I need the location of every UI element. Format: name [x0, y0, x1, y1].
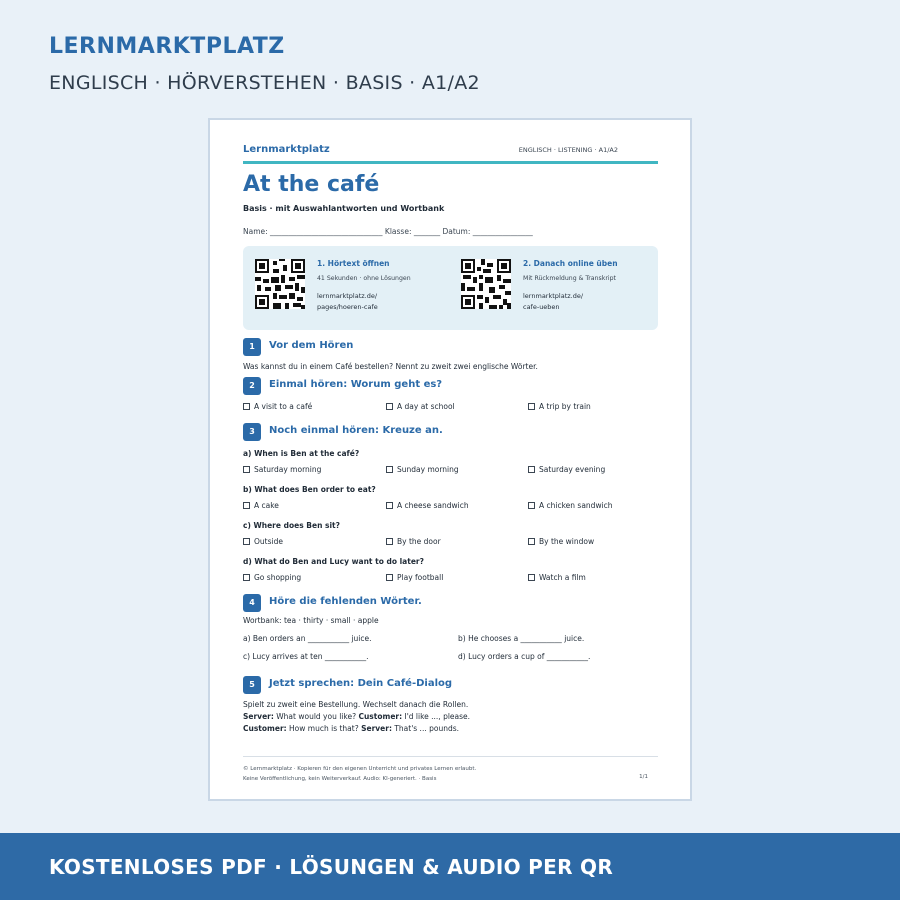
qr1-subtitle: 41 Sekunden · ohne Lösungen	[317, 275, 411, 282]
checkbox-icon	[528, 574, 535, 581]
option-label: Sunday morning	[397, 465, 459, 474]
option-label: Go shopping	[254, 573, 302, 582]
checkbox-option[interactable]	[386, 501, 469, 510]
sheet-tag: ENGLISCH · LISTENING · A1/A2	[518, 146, 618, 154]
role-label: Customer:	[358, 712, 403, 721]
role-label: Server:	[361, 724, 392, 733]
option-label: A cake	[254, 501, 279, 510]
option-label: Saturday morning	[254, 465, 322, 474]
checkbox-icon	[528, 466, 535, 473]
qr1-title: 1. Hörtext öffnen	[317, 259, 390, 268]
checkbox-option[interactable]	[243, 573, 301, 582]
option-label: Saturday evening	[539, 465, 606, 474]
qr-code-icon	[461, 259, 511, 309]
checkbox-icon	[386, 538, 393, 545]
section-title: Noch einmal hören: Kreuze an.	[269, 425, 443, 436]
option-label: By the door	[397, 537, 441, 546]
gap-sentence: d) Lucy orders a cup of ___________.	[458, 652, 591, 661]
qr1-url[interactable]	[317, 291, 378, 313]
checkbox-icon	[386, 466, 393, 473]
question-a: a) When is Ben at the café?	[243, 449, 360, 458]
checkbox-option[interactable]	[386, 402, 455, 411]
dialog-intro: Spielt zu zweit eine Bestellung. Wechselt danach die Rollen.	[243, 700, 469, 709]
checkbox-icon	[528, 403, 535, 410]
option-label: A chicken sandwich	[539, 501, 613, 510]
question-c: c) Where does Ben sit?	[243, 521, 340, 530]
section-title: Höre die fehlenden Wörter.	[269, 596, 422, 607]
section-number: 2	[243, 377, 261, 395]
section-number: 1	[243, 338, 261, 356]
checkbox-option[interactable]	[386, 573, 443, 582]
sheet-header	[243, 144, 658, 164]
sheet-title: At the café	[243, 172, 380, 197]
footer-divider	[243, 756, 658, 757]
sheet-subtitle: Basis · mit Auswahlantworten und Wortbank	[243, 204, 445, 213]
option-label: Outside	[254, 537, 283, 546]
option-label: A trip by train	[539, 402, 591, 411]
qr-code-icon	[255, 259, 305, 309]
checkbox-icon	[528, 538, 535, 545]
section-number: 4	[243, 594, 261, 612]
gap-sentence: c) Lucy arrives at ten ___________.	[243, 652, 369, 661]
checkbox-icon	[243, 466, 250, 473]
option-label: Play football	[397, 573, 444, 582]
wordbank: Wortbank: tea · thirty · small · apple	[243, 616, 379, 625]
section-title: Vor dem Hören	[269, 340, 354, 351]
checkbox-option[interactable]	[528, 465, 605, 474]
checkbox-option[interactable]	[243, 402, 312, 411]
sheet-footer	[243, 764, 476, 784]
checkbox-icon	[243, 502, 250, 509]
option-label: By the window	[539, 537, 595, 546]
checkbox-option[interactable]	[243, 537, 283, 546]
checkbox-option[interactable]	[386, 465, 459, 474]
role-text: That's ... pounds.	[391, 724, 460, 733]
checkbox-option[interactable]	[528, 537, 594, 546]
qr-panel	[243, 246, 658, 330]
section-title: Jetzt sprechen: Dein Café-Dialog	[269, 678, 453, 689]
section-1-text: Was kannst du in einem Café bestellen? Nennt zu zweit zwei englische Wörter.	[243, 362, 538, 371]
checkbox-option[interactable]	[528, 501, 613, 510]
checkbox-icon	[528, 502, 535, 509]
checkbox-icon	[386, 574, 393, 581]
role-label: Customer:	[243, 724, 287, 733]
section-number: 3	[243, 423, 261, 441]
product-subtitle: ENGLISCH · HÖRVERSTEHEN · BASIS · A1/A2	[49, 72, 480, 94]
qr2-title: 2. Danach online üben	[523, 259, 618, 268]
qr1-url-line2: pages/hoeren-cafe	[317, 303, 378, 311]
name-class-date-fields: Name: ______________________________ Klasse: _______ Datum: ________________	[243, 227, 533, 236]
checkbox-icon	[386, 403, 393, 410]
checkbox-icon	[243, 538, 250, 545]
qr2-url[interactable]	[523, 291, 583, 313]
checkbox-icon	[243, 403, 250, 410]
checkbox-option[interactable]	[528, 402, 591, 411]
page-number: 1/1	[639, 774, 648, 780]
role-label: Server:	[243, 712, 274, 721]
brand-title: LERNMARKTPLATZ	[49, 34, 285, 59]
checkbox-option[interactable]	[528, 573, 586, 582]
footer-line: © Lernmarktplatz · Kopieren für den eigenen Unterricht und privates Lernen erlaubt.	[243, 766, 477, 772]
qr2-url-line1: lernmarktplatz.de/	[523, 292, 584, 300]
option-label: A cheese sandwich	[397, 501, 469, 510]
qr1-url-line1: lernmarktplatz.de/	[317, 292, 378, 300]
gap-sentence: a) Ben orders an ___________ juice.	[243, 634, 372, 643]
dialog-line	[243, 712, 470, 721]
gap-sentence: b) He chooses a ___________ juice.	[458, 634, 585, 643]
option-label: A day at school	[397, 402, 455, 411]
qr2-subtitle: Mit Rückmeldung & Transkript	[523, 275, 616, 282]
checkbox-icon	[386, 502, 393, 509]
sheet-brand: Lernmarktplatz	[243, 144, 330, 155]
footer-line: Keine Veröffentlichung, kein Weiterverkauf. Audio: KI-generiert. · Basis	[243, 776, 437, 782]
question-d: d) What do Ben and Lucy want to do later?	[243, 557, 424, 566]
role-text: I'd like ..., please.	[402, 712, 471, 721]
checkbox-option[interactable]	[386, 537, 441, 546]
dialog-line	[243, 724, 459, 733]
checkbox-option[interactable]	[243, 501, 279, 510]
worksheet-preview	[208, 118, 692, 801]
bottom-banner	[0, 833, 900, 900]
role-text: How much is that?	[286, 724, 362, 733]
question-b: b) What does Ben order to eat?	[243, 485, 376, 494]
section-title: Einmal hören: Worum geht es?	[269, 379, 443, 390]
checkbox-icon	[243, 574, 250, 581]
role-text: What would you like?	[273, 712, 359, 721]
banner-text: KOSTENLOSES PDF · LÖSUNGEN & AUDIO PER QR	[49, 855, 614, 879]
checkbox-option[interactable]	[243, 465, 321, 474]
qr2-url-line2: cafe-ueben	[523, 303, 560, 311]
option-label: Watch a film	[539, 573, 586, 582]
section-number: 5	[243, 676, 261, 694]
option-label: A visit to a café	[254, 402, 313, 411]
